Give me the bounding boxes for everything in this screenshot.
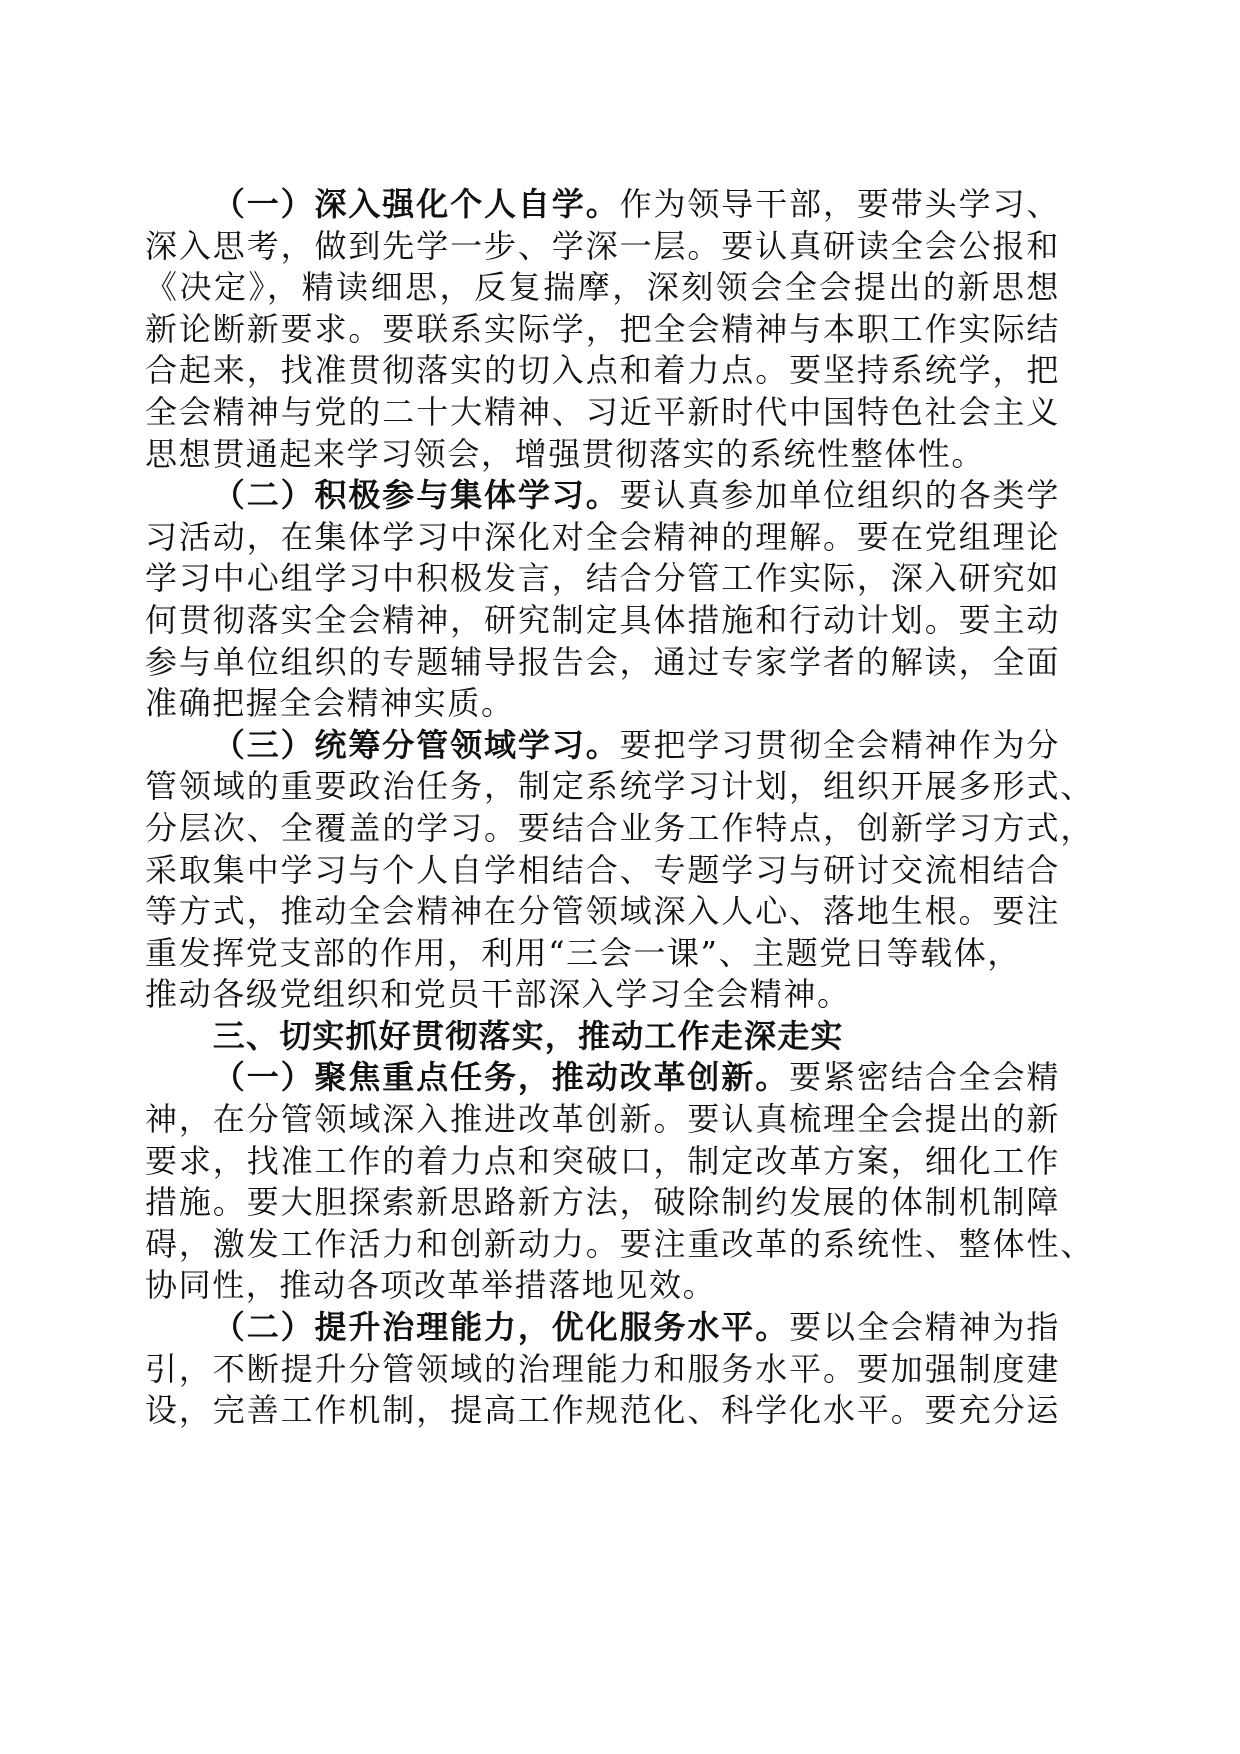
text-line — [145, 725, 1060, 767]
text-line: 思想贯通起来学习领会，增强贯彻落实的系统性整体性。 — [145, 434, 986, 473]
line-text: 要以全会精神为指 — [789, 1308, 1060, 1347]
text-line: 设，完善工作机制，提高工作规范化、科学化水平。要充分运 — [145, 1391, 1060, 1430]
line-text: 要认真参加单位组织的各类学 — [619, 476, 1060, 515]
text-line: 习活动，在集体学习中深化对全会精神的理解。要在党组理论 — [145, 517, 1060, 556]
text-line: 要求，找准工作的着力点和突破口，制定改革方案，细化工作 — [145, 1141, 1060, 1180]
text-line: 引，不断提升分管领域的治理能力和服务水平。要加强制度建 — [145, 1349, 1060, 1388]
text-line: 合起来，找准贯彻落实的切入点和着力点。要坚持系统学，把 — [145, 351, 1060, 390]
text-line: 重发挥党支部的作用，利用“三会一课”、主题党日等载体， — [145, 933, 1021, 972]
text-line: 《决定》，精读细思，反复揣摩，深刻领会全会提出的新思想 — [145, 268, 1060, 307]
text-line — [145, 1307, 1060, 1349]
text-line: 分层次、全覆盖的学习。要结合业务工作特点，创新学习方式， — [145, 808, 1094, 847]
line-text: 作为领导干部，要带头学习、 — [619, 185, 1060, 223]
paragraph-lead: （一）深入强化个人自学。 — [212, 185, 620, 223]
text-line: 推动各级党组织和党员干部深入学习全会精神。 — [145, 975, 851, 1014]
text-line — [145, 184, 1060, 226]
text-line: 碍，激发工作活力和创新动力。要注重改革的系统性、整体性、 — [145, 1224, 1094, 1263]
text-line — [145, 475, 1060, 517]
document-page — [145, 184, 1094, 1432]
text-line: 深入思考，做到先学一步、学深一层。要认真研读全会公报和 — [145, 226, 1060, 265]
section-heading: 三、切实抓好贯彻落实，推动工作走深走实 — [212, 1016, 844, 1055]
text-line: 准确把握全会精神实质。 — [145, 684, 515, 723]
text-line: 新论断新要求。要联系实际学，把全会精神与本职工作实际结 — [145, 309, 1060, 348]
paragraph-lead: （三）统筹分管领域学习。 — [212, 725, 620, 764]
text-line: 神，在分管领域深入推进改革创新。要认真梳理全会提出的新 — [145, 1100, 1060, 1139]
text-line: 全会精神与党的二十大精神、习近平新时代中国特色社会主义 — [145, 392, 1060, 431]
text-line — [145, 1057, 1060, 1099]
text-line: 参与单位组织的专题辅导报告会，通过专家学者的解读，全面 — [145, 642, 1060, 681]
text-line: 何贯彻落实全会精神，研究制定具体措施和行动计划。要主动 — [145, 600, 1060, 639]
paragraph-lead: （一）聚焦重点任务，推动改革创新。 — [212, 1058, 790, 1097]
line-text: 要紧密结合全会精 — [789, 1058, 1060, 1097]
text-line: 等方式，推动全会精神在分管领域深入人心、落地生根。要注 — [145, 892, 1060, 931]
paragraph-lead: （二）提升治理能力，优化服务水平。 — [212, 1308, 790, 1347]
line-text: 要把学习贯彻全会精神作为分 — [619, 725, 1060, 764]
text-line: 采取集中学习与个人自学相结合、专题学习与研讨交流相结合 — [145, 850, 1060, 889]
text-line: 学习中心组学习中积极发言，结合分管工作实际，深入研究如 — [145, 559, 1060, 598]
text-line: 管领域的重要政治任务，制定系统学习计划，组织开展多形式、 — [145, 767, 1094, 806]
text-line: 协同性，推动各项改革举措落地见效。 — [145, 1266, 717, 1305]
text-line: 措施。要大胆探索新思路新方法，破除制约发展的体制机制障 — [145, 1183, 1060, 1222]
paragraph-lead: （二）积极参与集体学习。 — [212, 476, 620, 515]
